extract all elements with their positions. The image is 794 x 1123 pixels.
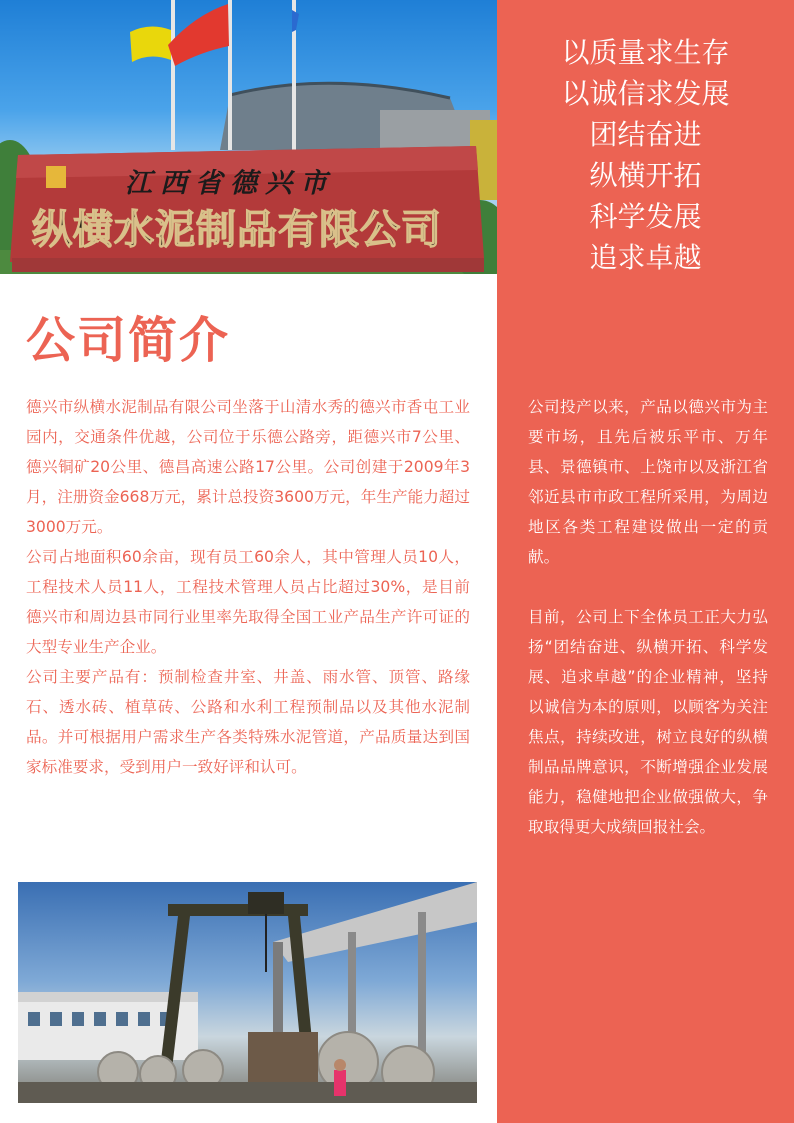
slogan-item: 纵横开拓 (589, 159, 702, 192)
slogan-item: 团结奋进 (589, 118, 702, 151)
intro-paragraph: 德兴市纵横水泥制品有限公司坐落于山清水秀的德兴市香屯工业园内，交通条件优越，公司位于乐德公路旁，距德兴市7公里、德兴铜矿20公里、德昌高速公路17公里。公司创建于2009年3月，注册资金668万元，累计总投资3600万元，年生产能力超过3000万元。 (26, 398, 470, 536)
sign-line1: 江西省德兴市 (125, 168, 335, 199)
side-body (528, 392, 768, 872)
slogan-item: 以诚信求发展 (561, 77, 730, 110)
company-sign-photo (0, 0, 497, 274)
factory-photo (18, 882, 477, 1103)
intro-body (26, 392, 470, 782)
factory-illustration (18, 882, 477, 1103)
section-title: 公司简介 (26, 312, 231, 369)
intro-paragraph: 公司占地面积60余亩，现有员工60余人，其中管理人员10人，工程技术人员11人，工程技术管理人员占比超过30%，是目前德兴市和周边县市同行业里率先取得全国工业产品生产许可证的大型专业生产企业。 (26, 548, 470, 656)
company-sign-illustration (0, 0, 497, 274)
slogan-item: 以质量求生存 (561, 36, 730, 69)
intro-paragraph: 公司主要产品有：预制检查井室、井盖、雨水管、顶管、路缘石、透水砖、植草砖、公路和水利工程预制品以及其他水泥制品。并可根据用户需求生产各类特殊水泥管道，产品质量达到国家标准要求，受到用户一致好评和认可。 (26, 668, 470, 776)
slogan-item: 追求卓越 (589, 241, 702, 274)
side-paragraph: 公司投产以来，产品以德兴市为主要市场，且先后被乐平市、万年县、景德镇市、上饶市以及浙江省邻近县市市政工程所采用，为周边地区各类工程建设做出一定的贡献。 (528, 398, 768, 566)
slogan-item: 科学发展 (589, 200, 702, 233)
side-paragraph: 目前，公司上下全体员工正大力弘扬“团结奋进、纵横开拓、科学发展、追求卓越”的企业精神，坚持以诚信为本的原则，以顾客为关注焦点，持续改进，树立良好的纵横制品品牌意识，不断增强企业发展能力，稳健地把企业做强做大，争取取得更大成绩回报社会。 (528, 608, 768, 836)
sign-line2: 纵横水泥制品有限公司 (32, 206, 442, 253)
slogan-list (497, 32, 794, 278)
